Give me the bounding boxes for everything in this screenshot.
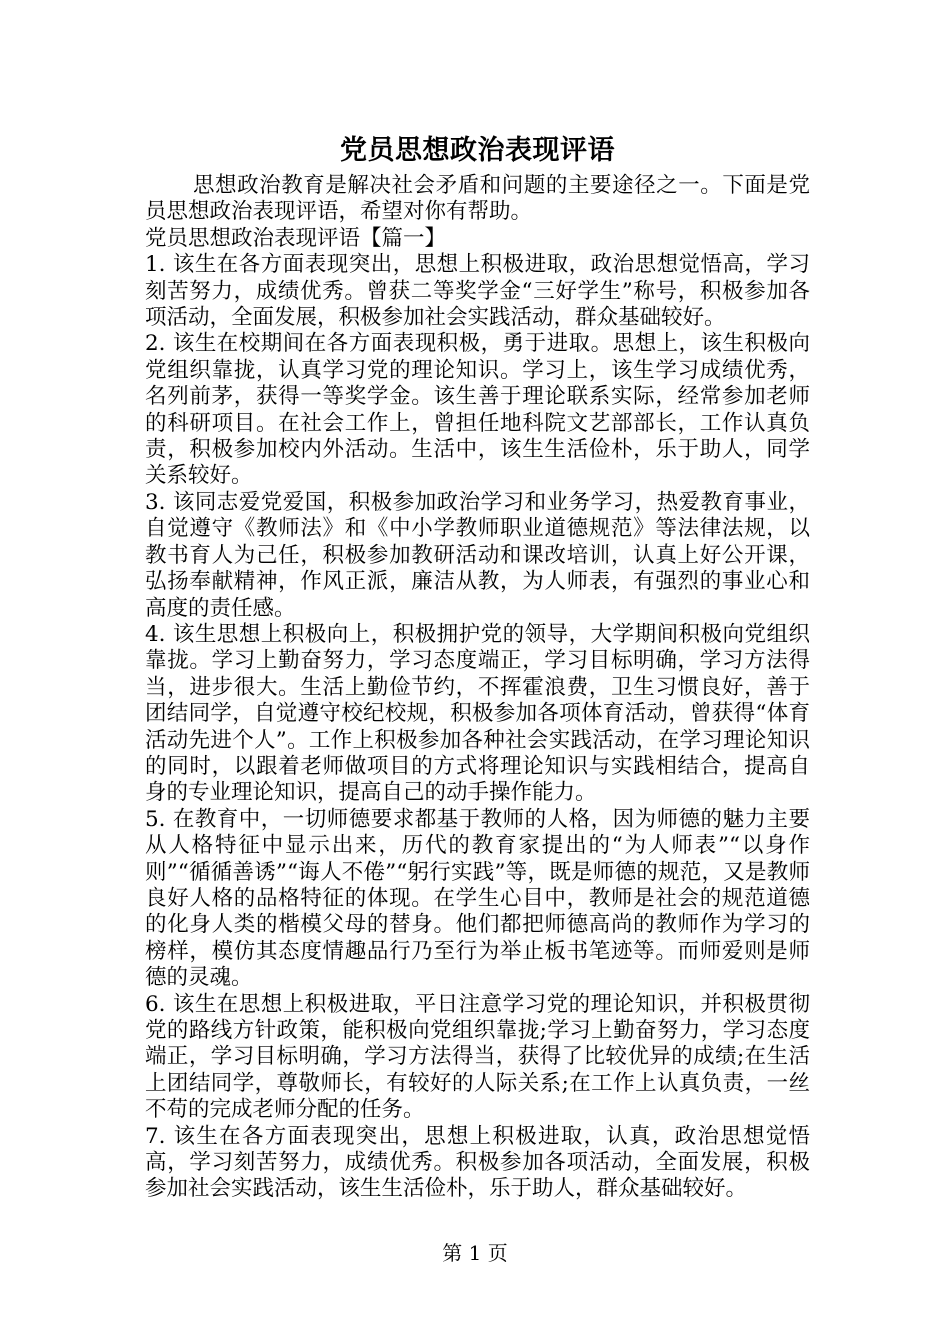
comment-item-6: 6. 该生在思想上积极进取，平日注意学习党的理论知识，并积极贯彻党的路线方针政策，能积极向党组织靠拢;学习上勤奋努力，学习态度端正，学习目标明确，学习方法得当，获得了比较优异的成绩;在生活上团结同学，尊敬师长，有较好的人际关系;在工作上认真负责，一丝不苟的完成老师分配的任务。 — [145, 991, 810, 1123]
comment-item-5: 5. 在教育中，一切师德要求都基于教师的人格，因为师德的魅力主要从人格特征中显示出来，历代的教育家提出的“为人师表”“以身作则”“循循善诱”“诲人不倦”“躬行实践”等，既是师德的规范，又是教师良好人格的品格特征的体现。在学生心目中，教师是社会的规范道德的化身人类的楷模父母的替身。他们都把师德高尚的教师作为学习的榜样，模仿其态度情趣品行乃至行为举止板书笔迹等。而师爱则是师德的灵魂。 — [145, 806, 810, 991]
comment-item-7: 7. 该生在各方面表现突出，思想上积极进取，认真，政治思想觉悟高，学习刻苦努力，成绩优秀。积极参加各项活动，全面发展，积极参加社会实践活动，该生生活俭朴，乐于助人，群众基础较好。 — [145, 1123, 810, 1202]
comment-item-4: 4. 该生思想上积极向上，积极拥护党的领导，大学期间积极向党组织靠拢。学习上勤奋努力，学习态度端正，学习目标明确，学习方法得当，进步很大。生活上勤俭节约，不挥霍浪费，卫生习惯良好，善于团结同学，自觉遵守校纪校规，积极参加各项体育活动，曾获得“体育活动先进个人”。工作上积极参加各种社会实践活动，在学习理论知识的同时，以跟着老师做项目的方式将理论知识与实践相结合，提高自身的专业理论知识，提高自己的动手操作能力。 — [145, 621, 810, 806]
comment-item-1: 1. 该生在各方面表现突出，思想上积极进取，政治思想觉悟高，学习刻苦努力，成绩优秀。曾获二等奖学金“三好学生”称号，积极参加各项活动，全面发展，积极参加社会实践活动，群众基础较好。 — [145, 252, 810, 331]
comment-item-2: 2. 该生在校期间在各方面表现积极，勇于进取。思想上，该生积极向党组织靠拢，认真学习党的理论知识。学习上，该生学习成绩优秀，名列前茅，获得一等奖学金。该生善于理论联系实际，经常参加老师的科研项目。在社会工作上，曾担任地科院文艺部部长，工作认真负责，积极参加校内外活动。生活中，该生生活俭朴，乐于助人，同学关系较好。 — [145, 331, 810, 489]
section-heading: 党员思想政治表现评语【篇一】 — [145, 225, 447, 251]
document-title: 党员思想政治表现评语 — [340, 135, 615, 166]
document-body — [145, 133, 810, 1203]
intro-paragraph: 思想政治教育是解决社会矛盾和问题的主要途径之一。下面是党员思想政治表现评语，希望对你有帮助。 — [145, 173, 810, 225]
page-number-footer: 第 1 页 — [442, 1241, 508, 1265]
comment-item-3: 3. 该同志爱党爱国，积极参加政治学习和业务学习，热爱教育事业，自觉遵守《教师法》和《中小学教师职业道德规范》等法律法规，以教书育人为己任，积极参加教研活动和课改培训，认真上好公开课，弘扬奉献精神，作风正派，廉洁从教，为人师表，有强烈的事业心和高度的责任感。 — [145, 489, 810, 621]
